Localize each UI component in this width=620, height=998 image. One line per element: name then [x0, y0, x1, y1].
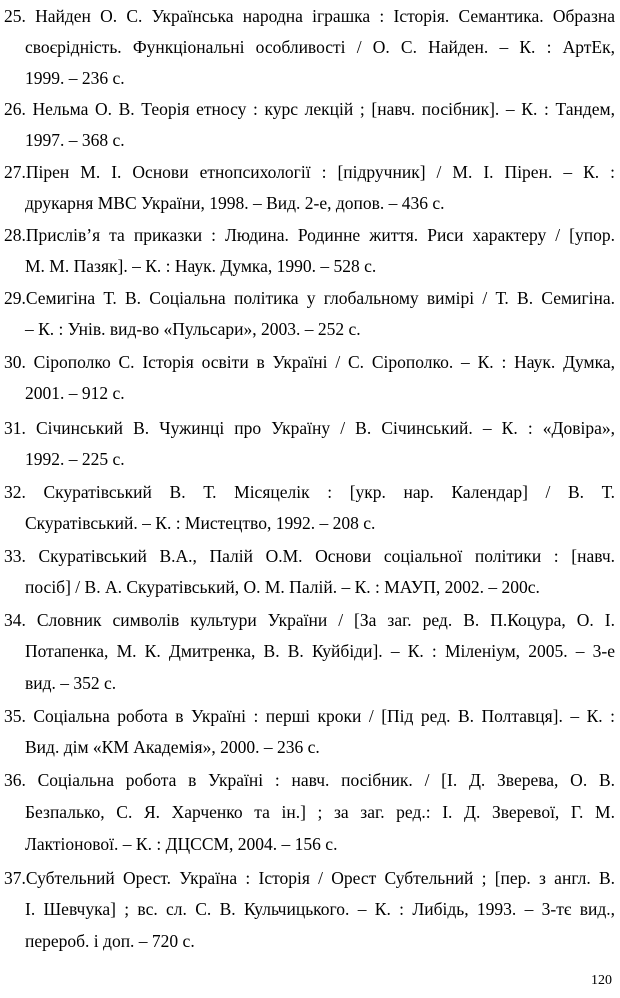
entry-line: 1992. – 225 с. [25, 449, 125, 469]
entry-line: Потапенка, М. К. Дмитренка, В. В. Куйбіди]. – К. : Міленіум, 2005. – 3-е [25, 641, 615, 661]
entry-line: 2001. – 912 с. [25, 383, 125, 403]
entry-line: І. Шевчука] ; вс. сл. С. В. Кульчицького. – К. : Либідь, 1993. – 3-тє вид., [25, 899, 615, 919]
entry-line: Скуратівський. – К. : Мистецтво, 1992. – 208 с. [25, 513, 376, 533]
entry-line: 37.Субтельний Орест. Україна : Історія / Орест Субтельний ; [пер. з англ. В. [4, 868, 615, 888]
entry-line: друкарня МВС України, 1998. – Вид. 2-е, допов. – 436 с. [25, 193, 445, 213]
entry-line: перероб. і доп. – 720 с. [25, 931, 195, 951]
entry-line: 36. Соціальна робота в Україні : навч. посібник. / [І. Д. Зверева, О. В. [4, 770, 615, 790]
page-number: 120 [591, 973, 612, 988]
entry-line: Вид. дім «КМ Академія», 2000. – 236 с. [25, 737, 320, 757]
entry-line: М. М. Пазяк]. – К. : Наук. Думка, 1990. – 528 с. [25, 256, 377, 276]
entry-line: 33. Скуратівський В.А., Палій О.М. Основи соціальної політики : [навч. [4, 546, 615, 566]
entry-line: 27.Пірен М. І. Основи етнопсихології : [підручник] / М. І. Пірен. – К. : [4, 162, 615, 182]
entry-line: посіб] / В. А. Скуратівський, О. М. Палій. – К. : МАУП, 2002. – 200с. [25, 577, 540, 597]
entry-line: Безпалько, С. Я. Харченко та ін.] ; за заг. ред.: І. Д. Зверевої, Г. М. [25, 802, 615, 822]
entry-line: 1999. – 236 с. [25, 68, 125, 88]
entry-line: Лактіонової. – К. : ДЦССМ, 2004. – 156 с. [25, 834, 338, 854]
entry-line: 34. Словник символів культури України / [За заг. ред. В. П.Коцура, О. І. [4, 610, 615, 630]
entry-line: своєрідність. Функціональні особливості / О. С. Найден. – К. : АртЕк, [25, 37, 615, 57]
entry-line: 1997. – 368 с. [25, 130, 125, 150]
entry-line: вид. – 352 с. [25, 673, 117, 693]
entry-line: – К. : Унів. вид-во «Пульсари», 2003. – 252 с. [25, 319, 361, 339]
entry-line: 30. Сірополко С. Історія освіти в Україні / С. Сірополко. – К. : Наук. Думка, [4, 352, 615, 372]
entry-line: 28.Прислів’я та приказки : Людина. Родинне життя. Риси характеру / [упор. [4, 225, 615, 245]
entry-line: 31. Січинський В. Чужинці про Україну / В. Січинський. – К. : «Довіра», [4, 418, 615, 438]
entry-line: 26. Нельма О. В. Теорія етносу : курс лекцій ; [навч. посібник]. – К. : Тандем, [4, 99, 615, 119]
entry-line: 25. Найден О. С. Українська народна іграшка : Історія. Семантика. Образна [4, 6, 615, 26]
entry-line: 32. Скуратівський В. Т. Місяцелік : [укр. нар. Календар] / В. Т. [4, 482, 615, 502]
entry-line: 29.Семигіна Т. В. Соціальна політика у глобальному вимірі / Т. В. Семигіна. [4, 288, 615, 308]
entry-line: 35. Соціальна робота в Україні : перші кроки / [Під ред. В. Полтавця]. – К. : [4, 706, 615, 726]
